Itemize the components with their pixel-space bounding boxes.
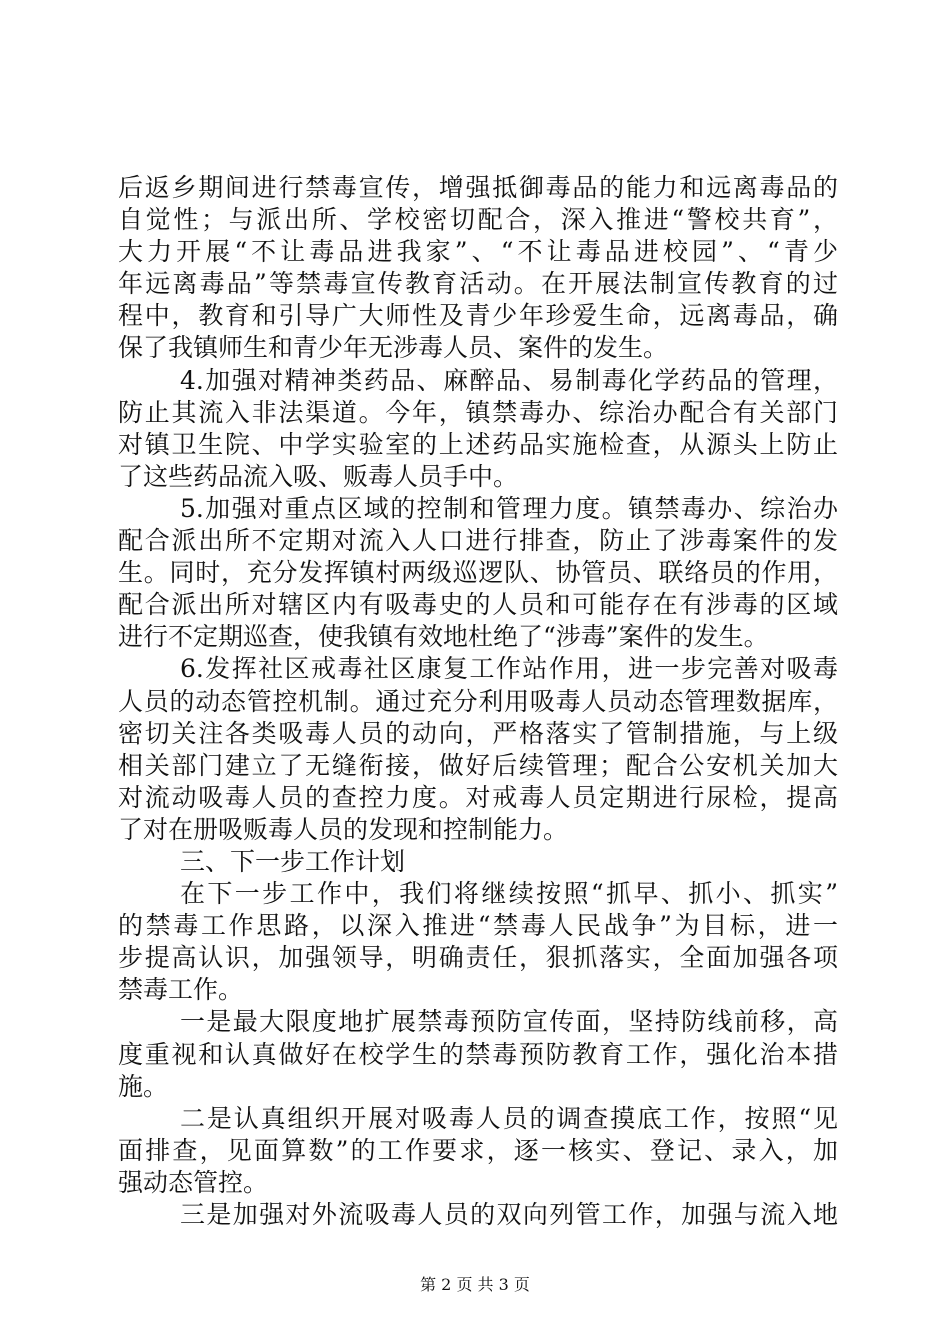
- text-line: 6.发挥社区戒毒社区康复工作站作用，进一步完善对吸毒: [180, 654, 838, 684]
- text-line: 4.加强对精神类药品、麻醉品、易制毒化学药品的管理，: [180, 365, 838, 395]
- text-line: 自觉性；与派出所、学校密切配合，深入推进“警校共育”，: [118, 205, 838, 235]
- text-line: 人员的动态管控机制。通过充分利用吸毒人员动态管理数据库，: [118, 686, 838, 716]
- text-line: 一是最大限度地扩展禁毒预防宣传面，坚持防线前移，高: [180, 1007, 838, 1037]
- text-line: 密切关注各类吸毒人员的动向，严格落实了管制措施，与上级: [118, 718, 838, 748]
- text-line: 对流动吸毒人员的查控力度。对戒毒人员定期进行尿检，提高: [118, 782, 838, 812]
- text-line: 三是加强对外流吸毒人员的双向列管工作，加强与流入地: [180, 1200, 838, 1229]
- text-line: 的禁毒工作思路，以深入推进“禁毒人民战争”为目标，进一: [118, 911, 838, 941]
- text-line: 二是认真组织开展对吸毒人员的调查摸底工作，按照“见: [180, 1103, 838, 1133]
- text-line: 保了我镇师生和青少年无涉毒人员、案件的发生。: [118, 333, 669, 363]
- text-line: 大力开展“不让毒品进我家”、“不让毒品进校园”、“青少: [118, 237, 838, 267]
- text-line: 年远离毒品”等禁毒宣传教育活动。在开展法制宣传教育的过: [118, 269, 838, 299]
- text-line: 后返乡期间进行禁毒宣传，增强抵御毒品的能力和远离毒品的: [118, 173, 838, 202]
- text-line: 禁毒工作。: [118, 975, 244, 1005]
- text-line: 强动态管控。: [118, 1167, 269, 1197]
- text-line: 5.加强对重点区域的控制和管理力度。镇禁毒办、综治办: [180, 493, 838, 523]
- text-line: 度重视和认真做好在校学生的禁毒预防教育工作，强化治本措: [118, 1039, 838, 1069]
- text-line: 生。同时，充分发挥镇村两级巡逻队、协管员、联络员的作用，: [118, 558, 838, 588]
- text-line: 面排查，见面算数”的工作要求，逐一核实、登记、录入，加: [118, 1135, 838, 1165]
- text-line: 配合派出所不定期对流入人口进行排查，防止了涉毒案件的发: [118, 526, 838, 556]
- text-line: 程中，教育和引导广大师性及青少年珍爱生命，远离毒品，确: [118, 301, 838, 331]
- text-line: 了对在册吸贩毒人员的发现和控制能力。: [118, 814, 569, 844]
- text-line: 了这些药品流入吸、贩毒人员手中。: [118, 461, 519, 491]
- text-line: 进行不定期巡查，使我镇有效地杜绝了“涉毒”案件的发生。: [118, 622, 769, 652]
- text-line: 对镇卫生院、中学实验室的上述药品实施检查，从源头上防止: [118, 429, 838, 459]
- text-line: 防止其流入非法渠道。今年，镇禁毒办、综治办配合有关部门: [118, 397, 838, 427]
- text-line: 配合派出所对辖区内有吸毒史的人员和可能存在有涉毒的区域: [118, 590, 838, 620]
- text-line: 施。: [118, 1071, 169, 1101]
- text-line: 三、下一步工作计划: [180, 846, 406, 876]
- document-body: [118, 172, 838, 1231]
- text-line: 相关部门建立了无缝衔接，做好后续管理；配合公安机关加大: [118, 750, 838, 780]
- text-line: 步提高认识，加强领导，明确责任，狠抓落实，全面加强各项: [118, 943, 838, 973]
- text-line: 在下一步工作中，我们将继续按照“抓早、抓小、抓实”: [180, 879, 838, 909]
- page-footer: 第 2 页 共 3 页: [420, 1275, 530, 1294]
